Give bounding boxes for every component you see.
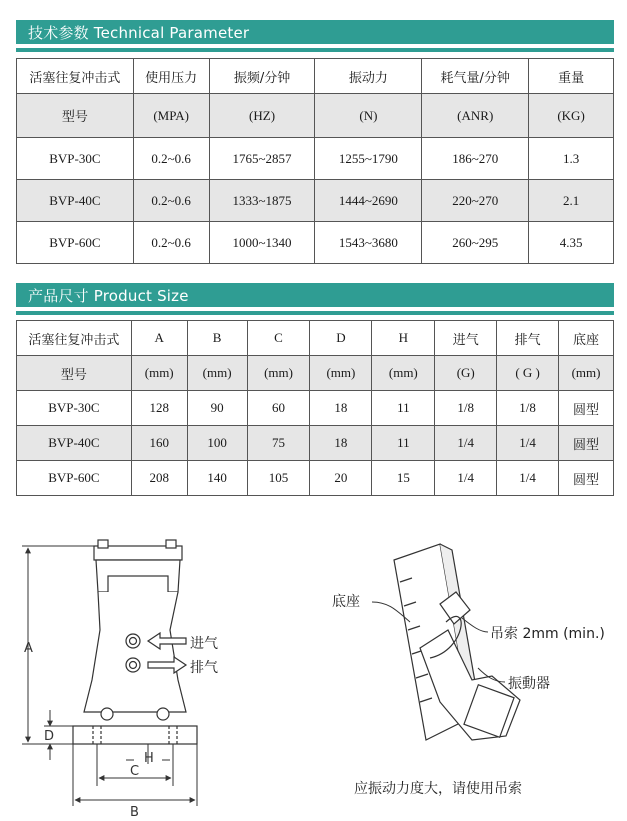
tech-cell: 2.1	[529, 180, 614, 222]
tech-col-frequency: 振频/分钟	[209, 59, 315, 94]
tech-cell: 4.35	[529, 222, 614, 264]
tech-header-row-2	[17, 94, 614, 138]
size-cell: 140	[187, 461, 247, 496]
exhaust-label: 排气	[190, 660, 218, 676]
dimension-a-label: A	[24, 641, 33, 656]
size-col-model: 活塞往复冲击式	[17, 321, 132, 356]
installation-drawing	[394, 544, 520, 740]
size-cell: 圆型	[559, 426, 614, 461]
size-col-d: D	[310, 321, 372, 356]
vibrator-body	[84, 592, 186, 712]
size-unit-base: (mm)	[559, 356, 614, 391]
size-col-h: H	[372, 321, 435, 356]
technical-parameter-table	[16, 58, 614, 264]
tech-cell: 260~295	[422, 222, 529, 264]
tech-col-pressure: 使用压力	[133, 59, 209, 94]
size-cell: 18	[310, 426, 372, 461]
size-col-exhaust: 排气	[497, 321, 559, 356]
tech-cell: 1765~2857	[209, 138, 315, 180]
size-cell: 1/4	[497, 461, 559, 496]
size-cell: 1/8	[497, 391, 559, 426]
size-section-header	[16, 283, 614, 307]
size-unit-h: (mm)	[372, 356, 435, 391]
table-row	[17, 461, 614, 496]
tech-cell: 186~270	[422, 138, 529, 180]
tech-col-force: 振动力	[315, 59, 422, 94]
table-row	[17, 426, 614, 461]
size-cell: 18	[310, 391, 372, 426]
tech-unit-force: (N)	[315, 94, 422, 138]
size-cell: 15	[372, 461, 435, 496]
size-cell: 100	[187, 426, 247, 461]
tech-cell: 0.2~0.6	[133, 180, 209, 222]
table-row	[17, 222, 614, 264]
size-cell: 11	[372, 426, 435, 461]
size-cell: BVP-60C	[17, 461, 132, 496]
product-size-table	[16, 320, 614, 496]
inlet-port	[126, 634, 140, 648]
size-cell: 208	[131, 461, 187, 496]
size-cell: 128	[131, 391, 187, 426]
size-header-row-1	[17, 321, 614, 356]
size-col-b: B	[187, 321, 247, 356]
vibrator-base-plate	[73, 726, 197, 744]
table-row	[17, 391, 614, 426]
tech-unit-pressure: (MPA)	[133, 94, 209, 138]
sling-caption: 应振动力度大，请使用吊索	[354, 781, 522, 797]
size-col-a: A	[131, 321, 187, 356]
tech-unit-weight: (KG)	[529, 94, 614, 138]
size-cell: 1/4	[435, 461, 497, 496]
size-col-c: C	[247, 321, 310, 356]
size-unit-b: (mm)	[187, 356, 247, 391]
size-cell: 1/8	[435, 391, 497, 426]
size-cell: 圆型	[559, 461, 614, 496]
size-cell: 1/4	[497, 426, 559, 461]
tech-col-weight: 重量	[529, 59, 614, 94]
tech-cell: 1333~1875	[209, 180, 315, 222]
size-cell: 20	[310, 461, 372, 496]
size-unit-c: (mm)	[247, 356, 310, 391]
tech-cell: 0.2~0.6	[133, 222, 209, 264]
size-header-row-2	[17, 356, 614, 391]
tech-cell: BVP-60C	[17, 222, 134, 264]
tech-cell: 1444~2690	[315, 180, 422, 222]
size-col-base: 底座	[559, 321, 614, 356]
tech-cell: 1543~3680	[315, 222, 422, 264]
dimension-b-label: B	[130, 805, 139, 820]
tech-cell: 1.3	[529, 138, 614, 180]
tech-header-row-1	[17, 59, 614, 94]
size-cell: 圆型	[559, 391, 614, 426]
table-row	[17, 180, 614, 222]
size-cell: BVP-30C	[17, 391, 132, 426]
size-cell: 90	[187, 391, 247, 426]
product-drawings	[0, 530, 627, 821]
size-cell: 11	[372, 391, 435, 426]
tech-section-title: 技术参数 Technical Parameter	[28, 24, 250, 42]
sling-label: 吊索 2mm (min.)	[490, 626, 605, 642]
dimension-d-label: D	[44, 729, 55, 744]
size-unit-model: 型号	[17, 356, 132, 391]
dimension-h-label: H	[144, 751, 154, 766]
tech-cell: BVP-30C	[17, 138, 134, 180]
size-unit-exhaust: ( G )	[497, 356, 559, 391]
tech-cell: 1255~1790	[315, 138, 422, 180]
inlet-label: 进气	[190, 636, 218, 652]
exhaust-port	[126, 658, 140, 672]
size-cell: 160	[131, 426, 187, 461]
size-cell: 105	[247, 461, 310, 496]
base-label: 底座	[332, 594, 360, 610]
size-unit-d: (mm)	[310, 356, 372, 391]
vibrator-label: 振動器	[508, 676, 550, 692]
tech-cell: BVP-40C	[17, 180, 134, 222]
tech-unit-air-consumption: (ANR)	[422, 94, 529, 138]
size-cell: 60	[247, 391, 310, 426]
tech-cell: 0.2~0.6	[133, 138, 209, 180]
size-section-title: 产品尺寸 Product Size	[28, 287, 189, 305]
tech-cell: 220~270	[422, 180, 529, 222]
size-header-stripe	[16, 311, 614, 315]
size-unit-a: (mm)	[131, 356, 187, 391]
tech-unit-frequency: (HZ)	[209, 94, 315, 138]
tech-col-model: 活塞往复冲击式	[17, 59, 134, 94]
dimension-c-label: C	[130, 764, 140, 779]
size-cell: 1/4	[435, 426, 497, 461]
tech-cell: 1000~1340	[209, 222, 315, 264]
size-cell: 75	[247, 426, 310, 461]
tech-col-air-consumption: 耗气量/分钟	[422, 59, 529, 94]
table-row	[17, 138, 614, 180]
tech-unit-model: 型号	[17, 94, 134, 138]
size-col-inlet: 进气	[435, 321, 497, 356]
tech-header-stripe	[16, 48, 614, 52]
size-unit-inlet: (G)	[435, 356, 497, 391]
size-cell: BVP-40C	[17, 426, 132, 461]
tech-section-header	[16, 20, 614, 44]
